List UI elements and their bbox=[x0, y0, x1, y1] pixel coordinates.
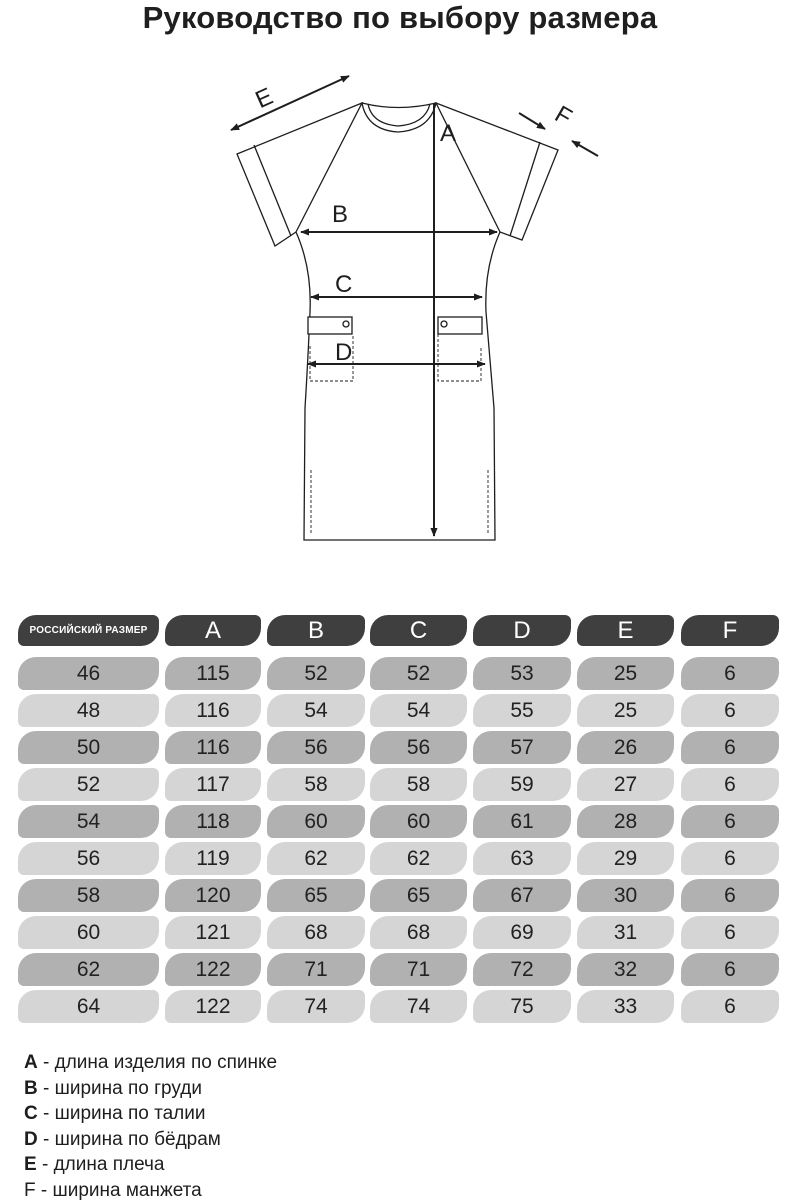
cell-size: 62 bbox=[18, 953, 159, 986]
cell-d: 75 bbox=[473, 990, 571, 1023]
cell-a: 121 bbox=[165, 916, 261, 949]
cell-c: 60 bbox=[370, 805, 467, 838]
legend-item-e: E - длина плеча bbox=[24, 1152, 277, 1178]
cell-d: 59 bbox=[473, 768, 571, 801]
cell-b: 74 bbox=[267, 990, 365, 1023]
table-row bbox=[18, 842, 782, 879]
cell-e: 26 bbox=[577, 731, 674, 764]
cell-f: 6 bbox=[681, 805, 779, 838]
cell-c: 58 bbox=[370, 768, 467, 801]
cell-c: 71 bbox=[370, 953, 467, 986]
page-title: Руководство по выбору размера bbox=[0, 0, 800, 36]
legend-item-d: D - ширина по бёдрам bbox=[24, 1127, 277, 1153]
cell-a: 119 bbox=[165, 842, 261, 875]
label-a: A bbox=[440, 120, 456, 147]
cell-c: 74 bbox=[370, 990, 467, 1023]
measure-f-line-1 bbox=[519, 113, 545, 129]
cell-e: 25 bbox=[577, 657, 674, 690]
cell-d: 53 bbox=[473, 657, 571, 690]
cell-a: 117 bbox=[165, 768, 261, 801]
left-pocket-button bbox=[343, 321, 349, 327]
header-russian-size: РОССИЙСКИЙ РАЗМЕР bbox=[18, 615, 159, 646]
cell-size: 58 bbox=[18, 879, 159, 912]
header-d: D bbox=[473, 615, 571, 646]
cell-size: 50 bbox=[18, 731, 159, 764]
cell-f: 6 bbox=[681, 694, 779, 727]
cell-size: 60 bbox=[18, 916, 159, 949]
cell-b: 65 bbox=[267, 879, 365, 912]
cell-b: 52 bbox=[267, 657, 365, 690]
cell-c: 68 bbox=[370, 916, 467, 949]
cell-f: 6 bbox=[681, 768, 779, 801]
header-c: C bbox=[370, 615, 467, 646]
label-d: D bbox=[335, 339, 352, 366]
cell-f: 6 bbox=[681, 657, 779, 690]
table-header-row bbox=[18, 614, 782, 651]
cell-f: 6 bbox=[681, 842, 779, 875]
size-table bbox=[18, 614, 782, 1027]
label-c: C bbox=[335, 271, 352, 298]
table-row bbox=[18, 731, 782, 768]
cell-e: 28 bbox=[577, 805, 674, 838]
cell-d: 72 bbox=[473, 953, 571, 986]
cell-b: 68 bbox=[267, 916, 365, 949]
cell-size: 46 bbox=[18, 657, 159, 690]
cell-size: 48 bbox=[18, 694, 159, 727]
dress-measurement-diagram bbox=[0, 50, 800, 550]
table-row bbox=[18, 916, 782, 953]
table-row bbox=[18, 805, 782, 842]
cell-a: 116 bbox=[165, 694, 261, 727]
cell-b: 60 bbox=[267, 805, 365, 838]
cell-f: 6 bbox=[681, 916, 779, 949]
cell-a: 122 bbox=[165, 990, 261, 1023]
cell-a: 118 bbox=[165, 805, 261, 838]
cell-a: 115 bbox=[165, 657, 261, 690]
cell-a: 116 bbox=[165, 731, 261, 764]
table-body bbox=[18, 651, 782, 1027]
cell-e: 32 bbox=[577, 953, 674, 986]
cell-size: 54 bbox=[18, 805, 159, 838]
cell-c: 62 bbox=[370, 842, 467, 875]
right-pocket-button bbox=[441, 321, 447, 327]
cell-e: 25 bbox=[577, 694, 674, 727]
cell-f: 6 bbox=[681, 879, 779, 912]
cell-b: 56 bbox=[267, 731, 365, 764]
legend-item-f: F - ширина манжета bbox=[24, 1178, 277, 1203]
table-row bbox=[18, 990, 782, 1027]
cell-size: 56 bbox=[18, 842, 159, 875]
legend-item-a: A - длина изделия по спинке bbox=[24, 1050, 277, 1076]
cell-d: 69 bbox=[473, 916, 571, 949]
header-e: E bbox=[577, 615, 674, 646]
legend bbox=[24, 1050, 277, 1203]
cell-c: 54 bbox=[370, 694, 467, 727]
table-row bbox=[18, 651, 782, 694]
table-row bbox=[18, 879, 782, 916]
cell-c: 56 bbox=[370, 731, 467, 764]
label-b: B bbox=[332, 201, 348, 228]
cell-e: 27 bbox=[577, 768, 674, 801]
cell-d: 63 bbox=[473, 842, 571, 875]
cell-d: 57 bbox=[473, 731, 571, 764]
cell-a: 122 bbox=[165, 953, 261, 986]
cell-e: 29 bbox=[577, 842, 674, 875]
cell-b: 58 bbox=[267, 768, 365, 801]
header-f: F bbox=[681, 615, 779, 646]
cell-d: 67 bbox=[473, 879, 571, 912]
label-e: E bbox=[251, 83, 277, 114]
cell-f: 6 bbox=[681, 731, 779, 764]
cell-f: 6 bbox=[681, 953, 779, 986]
table-row bbox=[18, 953, 782, 990]
label-f: F bbox=[550, 101, 576, 132]
cell-b: 54 bbox=[267, 694, 365, 727]
cell-a: 120 bbox=[165, 879, 261, 912]
header-a: A bbox=[165, 615, 261, 646]
cell-size: 52 bbox=[18, 768, 159, 801]
cell-b: 71 bbox=[267, 953, 365, 986]
header-b: B bbox=[267, 615, 365, 646]
cell-d: 61 bbox=[473, 805, 571, 838]
cell-f: 6 bbox=[681, 990, 779, 1023]
cell-size: 64 bbox=[18, 990, 159, 1023]
cell-c: 52 bbox=[370, 657, 467, 690]
cell-b: 62 bbox=[267, 842, 365, 875]
cell-e: 30 bbox=[577, 879, 674, 912]
cell-c: 65 bbox=[370, 879, 467, 912]
table-row bbox=[18, 768, 782, 805]
cell-e: 33 bbox=[577, 990, 674, 1023]
legend-item-b: B - ширина по груди bbox=[24, 1076, 277, 1102]
measure-f-line-2 bbox=[572, 141, 598, 156]
cell-d: 55 bbox=[473, 694, 571, 727]
table-row bbox=[18, 694, 782, 731]
cell-e: 31 bbox=[577, 916, 674, 949]
legend-item-c: C - ширина по талии bbox=[24, 1101, 277, 1127]
